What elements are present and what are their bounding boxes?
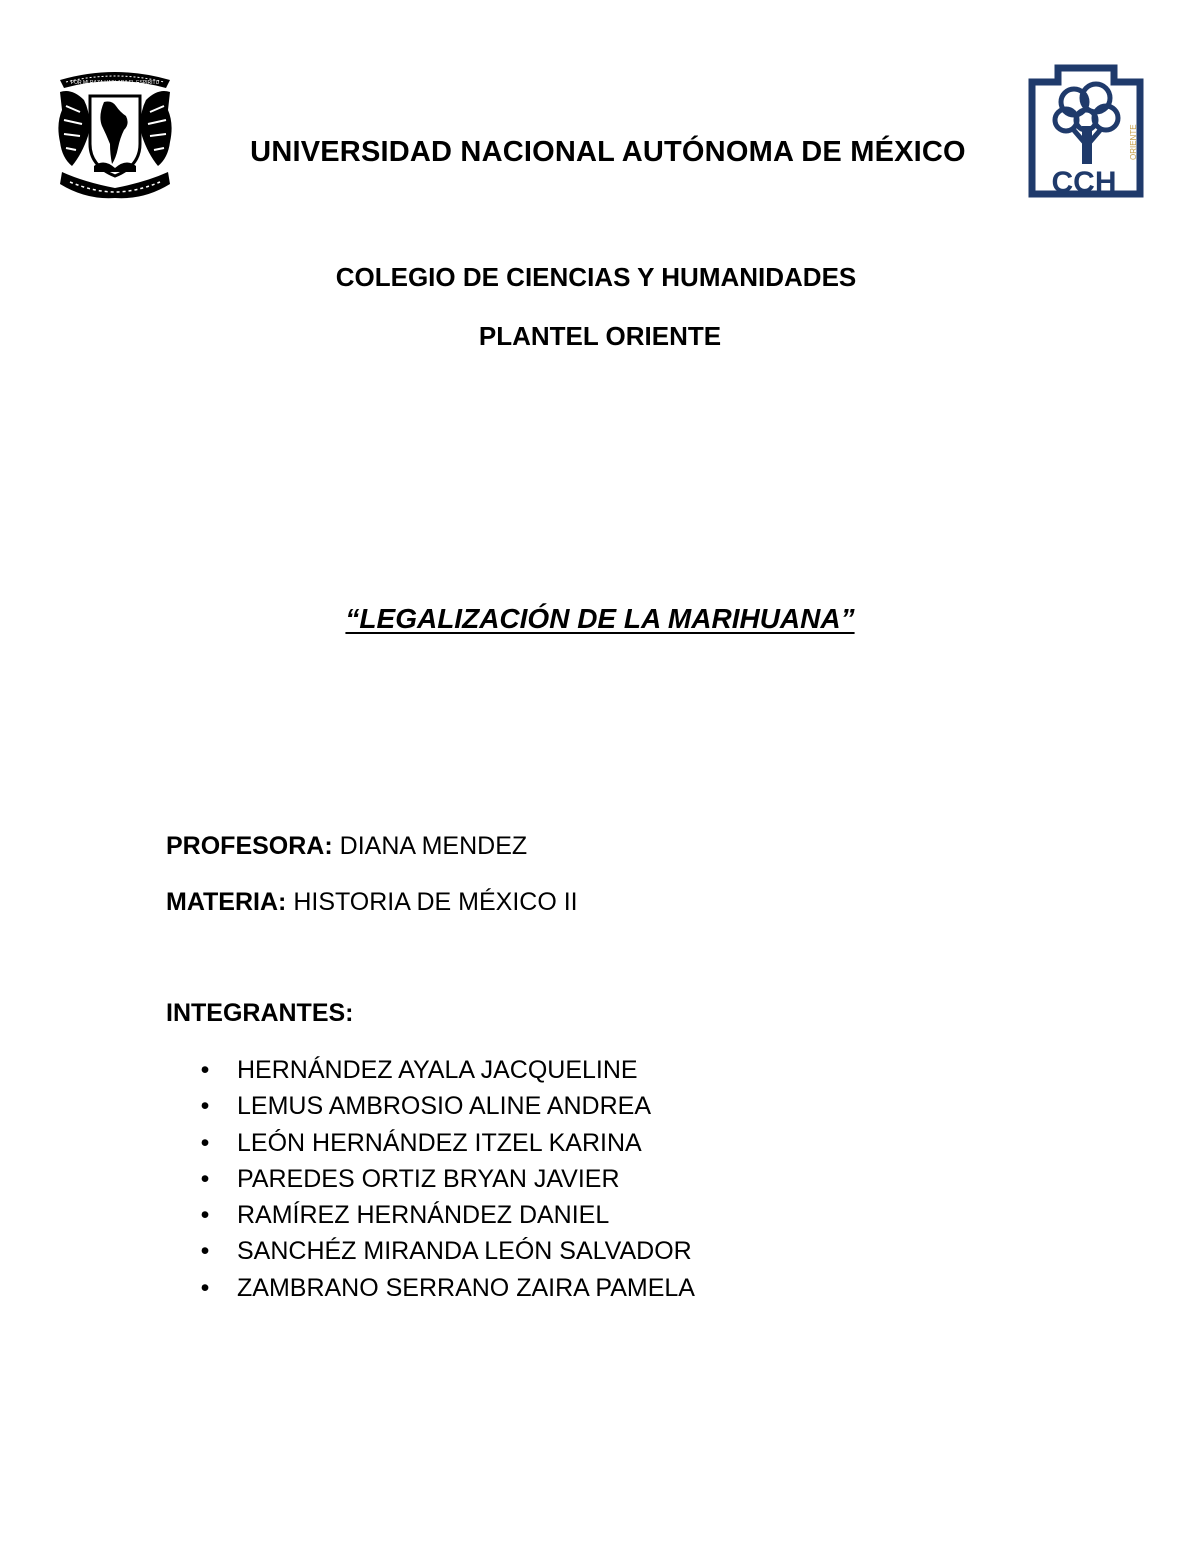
subject-label: MATERIA: bbox=[166, 888, 287, 916]
cch-logo-icon bbox=[1028, 64, 1146, 198]
unam-logo-text: POR MI RAZA HABLARA EL ESPIRITU bbox=[70, 80, 160, 86]
bullet-icon: • bbox=[200, 1128, 210, 1157]
member-name: LEMUS AMBROSIO ALINE ANDREA bbox=[237, 1092, 652, 1121]
member-name: PAREDES ORTIZ BRYAN JAVIER bbox=[237, 1164, 620, 1193]
university-name: UNIVERSIDAD NACIONAL AUTÓNOMA DE MÉXICO bbox=[250, 136, 966, 168]
subject-line bbox=[166, 888, 578, 917]
member-name: LEÓN HERNÁNDEZ ITZEL KARINA bbox=[237, 1128, 642, 1157]
bullet-icon: • bbox=[200, 1237, 210, 1266]
campus-name: PLANTEL ORIENTE bbox=[478, 321, 722, 351]
cch-logo-subtext: ORIENTE bbox=[1129, 124, 1138, 160]
list-item bbox=[198, 1125, 695, 1161]
members-heading: INTEGRANTES: bbox=[166, 999, 354, 1027]
college-name: COLEGIO DE CIENCIAS Y HUMANIDADES bbox=[335, 262, 857, 292]
list-item bbox=[198, 1088, 695, 1124]
bullet-icon: • bbox=[200, 1273, 210, 1302]
cch-logo-text: CCH bbox=[1051, 166, 1117, 198]
unam-logo-icon bbox=[54, 66, 176, 200]
list-item bbox=[198, 1270, 695, 1306]
bullet-icon: • bbox=[200, 1056, 210, 1084]
document-title-text: “LEGALIZACIÓN DE LA MARIHUANA” bbox=[345, 603, 855, 634]
list-item bbox=[198, 1233, 695, 1269]
teacher-value: DIANA MENDEZ bbox=[339, 832, 528, 860]
document-title bbox=[0, 603, 1200, 635]
list-item bbox=[198, 1052, 695, 1088]
teacher-label: PROFESORA: bbox=[166, 832, 333, 860]
bullet-icon: • bbox=[200, 1164, 210, 1193]
list-item bbox=[198, 1161, 695, 1197]
members-list bbox=[198, 1052, 695, 1306]
member-name: SANCHÉZ MIRANDA LEÓN SALVADOR bbox=[237, 1237, 692, 1266]
member-name: ZAMBRANO SERRANO ZAIRA PAMELA bbox=[237, 1273, 695, 1302]
bullet-icon: • bbox=[200, 1092, 210, 1121]
teacher-line bbox=[166, 832, 527, 861]
subject-value: HISTORIA DE MÉXICO II bbox=[293, 888, 578, 916]
member-name: HERNÁNDEZ AYALA JACQUELINE bbox=[237, 1056, 638, 1084]
list-item bbox=[198, 1197, 695, 1233]
member-name: RAMÍREZ HERNÁNDEZ DANIEL bbox=[237, 1201, 610, 1230]
bullet-icon: • bbox=[200, 1201, 210, 1230]
